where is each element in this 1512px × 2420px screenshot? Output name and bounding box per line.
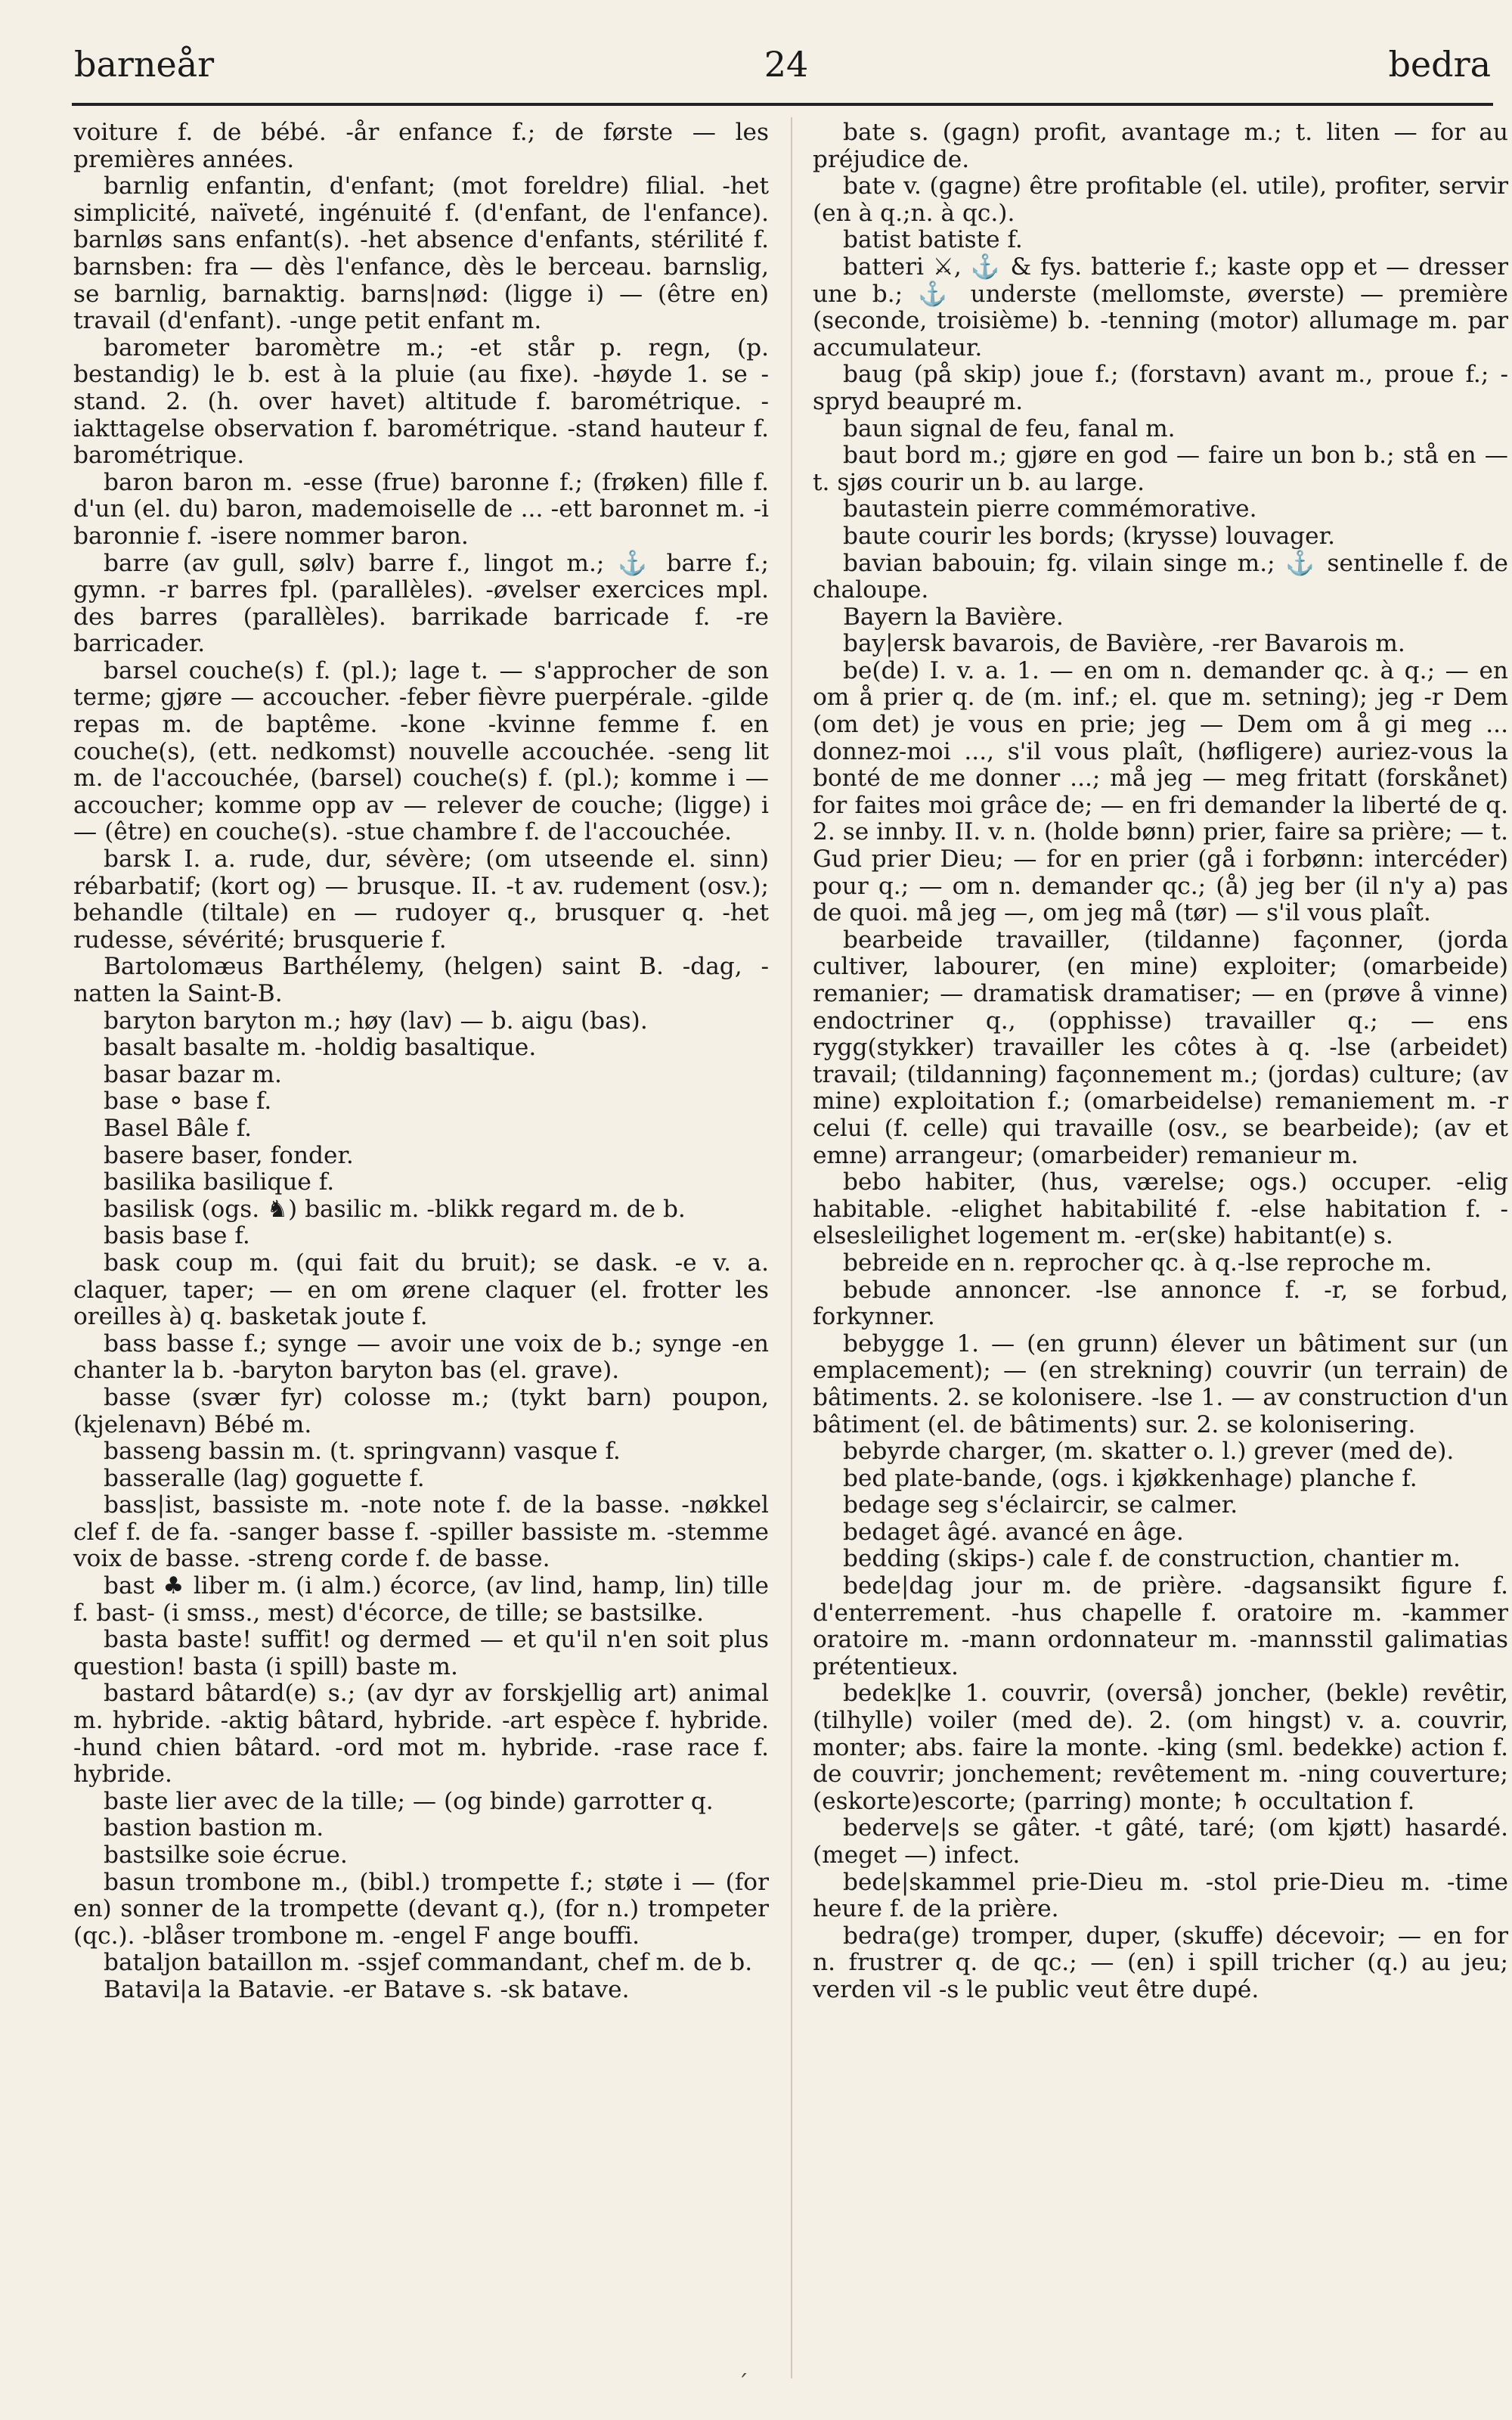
dictionary-entry: bask coup m. (qui fait du bruit); se dask. -e v. a. claquer, taper; — en om ørene claquer (el. frotter les oreilles à) q. basketak joute f. bbox=[73, 1249, 769, 1331]
dictionary-entry: basilika basilique f. bbox=[104, 1168, 335, 1196]
dictionary-entry: bate s. (gagn) profit, avantage m.; t. liten — for au préjudice de. bbox=[813, 119, 1508, 173]
dictionary-entry: batist batiste f. bbox=[843, 226, 1023, 254]
dictionary-entry: bavian babouin; fg. vilain singe m.; ⚓ sentinelle f. de chaloupe. bbox=[813, 549, 1508, 604]
dictionary-entry: basis base f. bbox=[104, 1222, 250, 1250]
dictionary-entry: bebyrde charger, (m. skatter o. l.) grever (med de). bbox=[843, 1438, 1455, 1466]
left-running-headword: barneår bbox=[74, 44, 215, 85]
dictionary-entry: bass|ist, bassiste m. -note note f. de la basse. -nøkkel clef f. de fa. -sanger basse f. -spiller bassiste m. -stemme voix de basse. -streng corde f. de basse. bbox=[73, 1491, 769, 1573]
header-rule bbox=[72, 103, 1493, 106]
dictionary-entry: bede|dag jour m. de prière. -dagsansikt figure f. d'enterrement. -hus chapelle f. oratoire m. -kammer oratoire m. -mann ordonnateur m. -mannsstil galimatias prétentieux. bbox=[813, 1572, 1508, 1680]
dictionary-entry: bass basse f.; synge — avoir une voix de b.; synge -en chanter la b. -baryton baryton bas (el. grave). bbox=[73, 1329, 769, 1385]
dictionary-entry: bebreide en n. reprocher qc. à q.-lse reproche m. bbox=[843, 1249, 1433, 1277]
dictionary-entry: Basel Bâle f. bbox=[104, 1114, 253, 1142]
page-number: 24 bbox=[764, 44, 809, 85]
dictionary-entry: bedek|ke 1. couvrir, (overså) joncher, (bekle) revêtir, (tilhylle) voiler (med de). 2. (om hingst) v. a. couvrir, monter; abs. faire la monte. -king (sml. bedekke) action f. de couvrir; jonchement; revêtement m. -ning couverture; (eskorte)escorte; (parring) monte; ♄ occultation f. bbox=[813, 1680, 1508, 1815]
dictionary-entry: baryton baryton m.; høy (lav) — b. aigu (bas). bbox=[104, 1007, 648, 1035]
dictionary-entry: bautastein pierre commémorative. bbox=[843, 495, 1257, 523]
dictionary-entry: basseng bassin m. (t. springvann) vasque f. bbox=[104, 1438, 621, 1466]
dictionary-entry: basseralle (lag) goguette f. bbox=[104, 1464, 425, 1492]
dictionary-entry: basta baste! suffit! og dermed — et qu'il n'en soit plus question! basta (i spill) baste m. bbox=[73, 1626, 769, 1680]
footer-mark: ˊ bbox=[737, 2371, 748, 2397]
dictionary-entry: bast ♣ liber m. (i alm.) écorce, (av lind, hamp, lin) tille f. bast- (i smss., mest) d'écorce, de tille; se bastsilke. bbox=[73, 1572, 769, 1627]
dictionary-entry: basere baser, fonder. bbox=[104, 1141, 354, 1169]
dictionary-entry: baun signal de feu, fanal m. bbox=[843, 414, 1176, 442]
dictionary-entry: batteri ⚔, ⚓ & fys. batterie f.; kaste opp et — dresser une b.; ⚓ underste (mellomste, øverste) — première (seconde, troisième) b. -tenning (motor) allumage m. par accumulateur. bbox=[813, 253, 1508, 361]
dictionary-entry: basse (svær fyr) colosse m.; (tykt barn) poupon, (kjelenavn) Bébé m. bbox=[73, 1383, 769, 1438]
dictionary-entry: barsk I. a. rude, dur, sévère; (om utseende el. sinn) rébarbatif; (kort og) — brusque. II. -t av. rudement (osv.); behandle (tiltale) en — rudoyer q., brusquer q. -het rudesse, sévérité; brusquerie f. bbox=[73, 845, 769, 954]
dictionary-entry: bastard bâtard(e) s.; (av dyr av forskjellig art) animal m. hybride. -aktig bâtard, hybride. -art espèce f. hybride. -hund chien bâtard. -ord mot m. hybride. -rase race f. hybride. bbox=[73, 1680, 769, 1789]
dictionary-entry: bedaget âgé. avancé en âge. bbox=[843, 1518, 1184, 1546]
dictionary-entry: bastsilke soie écrue. bbox=[104, 1841, 348, 1869]
dictionary-entry: bebude annoncer. -lse annonce f. -r, se forbud, forkynner. bbox=[813, 1276, 1508, 1331]
right-running-headword: bedra bbox=[1388, 44, 1491, 85]
dictionary-entry: Batavi|a la Batavie. -er Batave s. -sk batave. bbox=[104, 1975, 630, 2003]
right-column bbox=[813, 119, 1508, 2381]
dictionary-entry: barometer baromètre m.; -et står p. regn, (p. bestandig) le b. est à la pluie (au fixe). -høyde 1. se -stand. 2. (h. over havet) altitude f. barométrique. -iakttagelse observation f. barométrique. -stand hauteur f. barométrique. bbox=[73, 334, 769, 470]
dictionary-entry: barre (av gull, sølv) barre f., lingot m.; ⚓ barre f.; gymn. -r barres fpl. (parallèles). -øvelser exercices mpl. des barres (parallèles). barrikade barricade f. -re barricader. bbox=[73, 549, 769, 658]
dictionary-entry: bedra(ge) tromper, duper, (skuffe) décevoir; — en for n. frustrer q. de qc.; — (en) i spill tricher (q.) au jeu; verden vil -s le public veut être dupé. bbox=[813, 1922, 1508, 2003]
dictionary-entry: bebygge 1. — (en grunn) élever un bâtiment sur (un emplacement); — (en strekning) couvrir (un terrain) de bâtiments. 2. se kolonisere. -lse 1. — av construction d'un bâtiment (el. de bâtiments) sur. 2. se kolonisering. bbox=[813, 1329, 1508, 1438]
column-gutter bbox=[791, 117, 792, 2378]
dictionary-entry: baute courir les bords; (krysse) louvager. bbox=[843, 522, 1335, 550]
dictionary-entry: bede|skammel prie-Dieu m. -stol prie-Dieu m. -time heure f. de la prière. bbox=[813, 1868, 1508, 1923]
left-column bbox=[73, 119, 769, 2381]
dictionary-entry: baug (på skip) joue f.; (forstavn) avant m., proue f.; -spryd beaupré m. bbox=[813, 361, 1508, 415]
dictionary-entry: barnlig enfantin, d'enfant; (mot foreldre) filial. -het simplicité, naïveté, ingénuité f. (d'enfant, de l'enfance). barnløs sans enfant(s). -het absence d'enfants, stérilité f. barnsben: fra — dès l'enfance, dès le berceau. barnslig, se barnlig, barnaktig. barns|nød: (ligge i) — (être en) travail (d'enfant). -unge petit enfant m. bbox=[73, 172, 769, 335]
dictionary-entry: bate v. (gagne) être profitable (el. utile), profiter, servir (en à q.;n. à qc.). bbox=[813, 172, 1508, 227]
dictionary-entry: baste lier avec de la tille; — (og binde) garrotter q. bbox=[104, 1787, 714, 1815]
dictionary-entry: bedage seg s'éclaircir, se calmer. bbox=[843, 1491, 1238, 1519]
dictionary-entry: Bayern la Bavière. bbox=[843, 603, 1064, 631]
dictionary-entry: baron baron m. -esse (frue) baronne f.; (frøken) fille f. d'un (el. du) baron, mademoiselle de ... -ett baronnet m. -i baronnie f. -isere nommer baron. bbox=[73, 468, 769, 550]
dictionary-entry: barsel couche(s) f. (pl.); lage t. — s'approcher de son terme; gjøre — accoucher. -feber fièvre puerpérale. -gilde repas m. de baptême. -kone -kvinne femme f. en couche(s), (ett. nedkomst) nouvelle accouchée. -seng lit m. de l'accouchée, (barsel) couche(s) f. (pl.); komme i — accoucher; komme opp av — relever de couche; (ligge) i — (être) en couche(s). -stue chambre f. de l'accouchée. bbox=[73, 656, 769, 846]
dictionary-entry: bay|ersk bavarois, de Bavière, -rer Bavarois m. bbox=[843, 630, 1405, 658]
dictionary-entry: be(de) I. v. a. 1. — en om n. demander qc. à q.; — en om å prier q. de (m. inf.; el. que m. setning); jeg -r Dem (om det) je vous en prie; jeg — Dem om å gi meg ... donnez-moi ..., s'il vous plaît, (høfligere) auriez-vous la bonté de me donner ...; må jeg — meg fritatt (forskånet) for faites moi grâce de; — en fri demander la liberté de q. 2. se innby. II. v. n. (holde bønn) prier, faire sa prière; — t. Gud prier Dieu; — for en prier (gå i forbønn: intercéder) pour q.; — om n. demander qc.; (å) jeg ber (il n'y a) pas de quoi. må jeg —, om jeg må (tør) — s'il vous plaît. bbox=[813, 656, 1508, 927]
dictionary-entry: bederve|s se gâter. -t gâté, taré; (om kjøtt) hasardé. (meget —) infect. bbox=[813, 1814, 1508, 1869]
dictionary-entry: baut bord m.; gjøre en god — faire un bon b.; stå en — t. sjøs courir un b. au large. bbox=[813, 442, 1508, 496]
dictionary-entry: basun trombone m., (bibl.) trompette f.; støte i — (for en) sonner de la trompette (devant q.), (for n.) trompeter (qc.). -blåser trombone m. -engel F ange bouffi. bbox=[73, 1868, 769, 1950]
page-header bbox=[0, 44, 1512, 97]
dictionary-entry: basalt basalte m. -holdig basaltique. bbox=[104, 1034, 537, 1062]
dictionary-entry: bebo habiter, (hus, værelse; ogs.) occuper. -elig habitable. -elighet habitabilité f. -else habitation f. -elsesleilighet logement m. -er(ske) habitant(e) s. bbox=[813, 1168, 1508, 1250]
dictionary-entry: basilisk (ogs. ♞) basilic m. -blikk regard m. de b. bbox=[104, 1195, 686, 1223]
dictionary-entry: bastion bastion m. bbox=[104, 1814, 324, 1842]
dictionary-entry: Bartolomæus Barthélemy, (helgen) saint B. -dag, -natten la Saint-B. bbox=[73, 953, 769, 1007]
dictionary-entry: base ⚬ base f. bbox=[104, 1087, 272, 1115]
dictionary-entry: bed plate-bande, (ogs. i kjøkkenhage) planche f. bbox=[843, 1464, 1418, 1492]
dictionary-entry: voiture f. de bébé. -år enfance f.; de første — les premières années. bbox=[73, 119, 769, 173]
dictionary-entry: basar bazar m. bbox=[104, 1060, 282, 1088]
dictionary-entry: bedding (skips-) cale f. de construction, chantier m. bbox=[843, 1545, 1461, 1573]
dictionary-entry: bearbeide travailler, (tildanne) façonner, (jorda cultiver, labourer, (en mine) exploiter; (omarbeide) remanier; — dramatisk dramatiser; — en (prøve å vinne) endoctriner q., (opphisse) travailler q.; — ens rygg(stykker) travailler les côtes à q. -lse (arbeidet) travail; (tildanning) façonnement m.; (jordas) culture; (av mine) exploitation f.; (omarbeidelse) remaniement m. -r celui (f. celle) qui travaille (osv., se bearbeide); (av et emne) arrangeur; (omarbeider) remanieur m. bbox=[813, 926, 1508, 1169]
dictionary-entry: bataljon bataillon m. -ssjef commandant, chef m. de b. bbox=[104, 1949, 753, 1977]
